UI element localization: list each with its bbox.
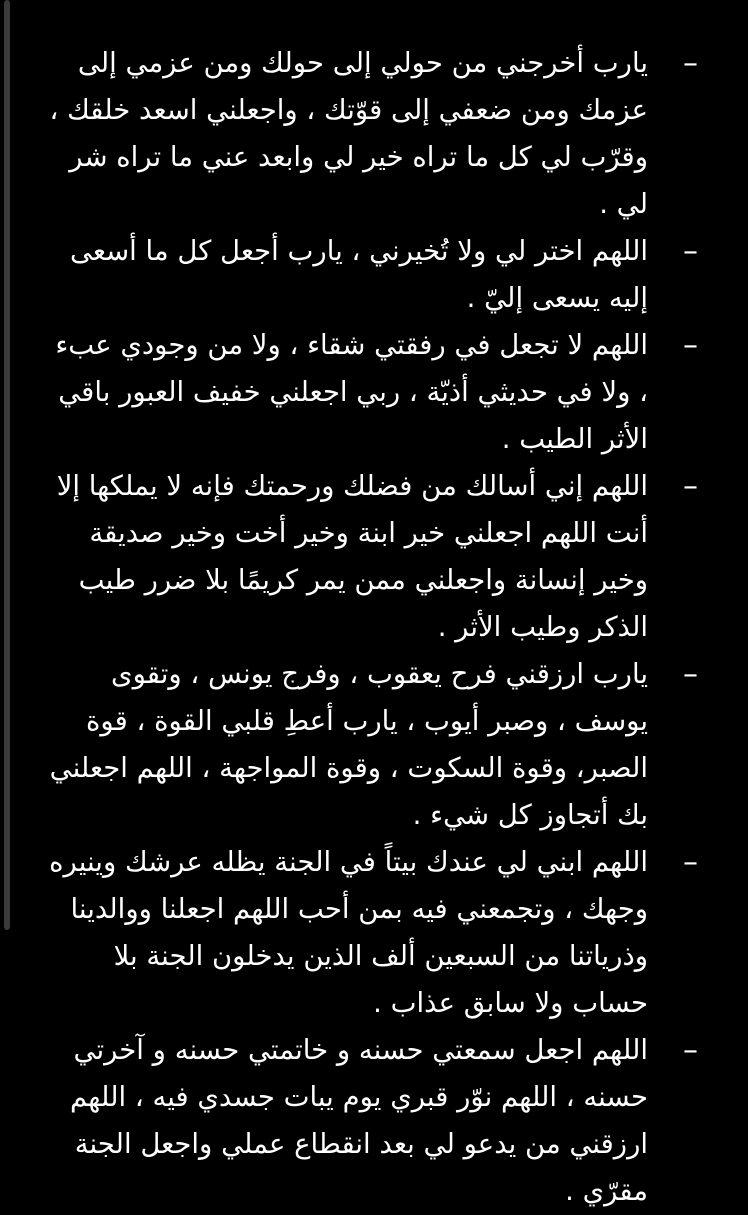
bullet-dash: – (683, 469, 698, 504)
list-item-text: يارب ارزقني فرح يعقوب ، وفرج يونس ، وتقوى يوسف ، وصبر أيوب ، يارب أعطِ قلبي القوة ، قوة الصبر، وقوة السكوت ، وقوة المواجهة ، اللهم اجعلني بك أتجاوز كل شيء . (49, 658, 648, 831)
bullet-dash: – (683, 46, 698, 81)
list-item-text: اللهم لا تجعل في رفقتي شقاء ، ولا من وجودي عبء ، ولا في حديثي أذيّة ، ربي اجعلني خفيف العبور باقي الأثر الطيب . (55, 329, 648, 455)
bullet-dash: – (683, 234, 698, 269)
list-item (38, 1027, 698, 1215)
list-item-text: يارب أخرجني من حولي إلى حولك ومن عزمي إلى عزمك ومن ضعفي إلى قوّتك ، واجعلني اسعد خلقك ، وقرّب لي كل ما تراه خير لي وابعد عني ما تراه شر لي . (49, 47, 648, 220)
bullet-dash: – (683, 1033, 698, 1068)
list-item (38, 228, 698, 322)
list-item (38, 40, 698, 228)
scroll-indicator[interactable] (4, 0, 10, 930)
bullet-dash: – (683, 328, 698, 363)
list-item-text: اللهم إني أسالك من فضلك ورحمتك فإنه لا يملكها إلا أنت اللهم اجعلني خير ابنة وخير أخت وخير صديقة وخير إنسانة واجعلني ممن يمر كريمًا بلا ضرر طيب الذكر وطيب الأثر . (56, 470, 648, 643)
list-item (38, 463, 698, 651)
list-item (38, 839, 698, 1027)
list-item-text: اللهم اجعل سمعتي حسنه و خاتمتي حسنه و آخرتي حسنه ، اللهم نوّر قبري يوم يبات جسدي فيه ، اللهم ارزقني من يدعو لي بعد انقطاع عملي واجعل الجنة مقرّي . (69, 1034, 648, 1207)
bullet-dash: – (683, 845, 698, 880)
bullet-dash: – (683, 657, 698, 692)
list-item-text: اللهم ابني لي عندك بيتاً في الجنة يظله عرشك وينيره وجهك ، وتجمعني فيه بمن أحب اللهم اجعلنا ووالدينا وذرياتنا من السبعين ألف الذين يدخلون الجنة بلا حساب ولا سابق عذاب . (49, 846, 648, 1019)
list-item (38, 651, 698, 839)
list-item-text: اللهم اختر لي ولا تُخيرني ، يارب أجعل كل ما أسعى إليه يسعى إليّ . (69, 235, 648, 314)
prayer-list (38, 40, 698, 1215)
list-item (38, 322, 698, 463)
